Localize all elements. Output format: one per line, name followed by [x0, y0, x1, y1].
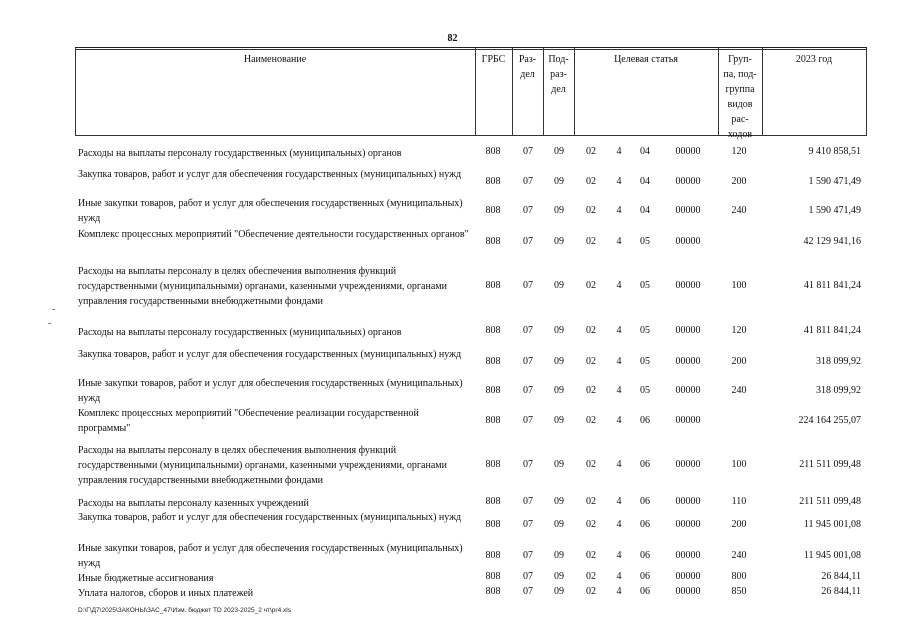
cell-podrazdel: 09: [554, 519, 564, 530]
cell-target-complex: 06: [640, 571, 650, 582]
cell-target-direction: 00000: [675, 325, 701, 336]
footer-file-path: D:\Г\Д7\2025\ЗАКОНЫ\ЗАС_47\Изм. бюджет ТО 2023-2025_2 чт\pr4.xls: [78, 607, 291, 614]
header-podrazdel-line: Под-: [548, 54, 569, 65]
header-group-line: Груп-: [728, 54, 752, 65]
cell-target-direction: 00000: [675, 385, 701, 396]
cell-expense-type: 200: [731, 176, 747, 187]
cell-podrazdel: 09: [554, 586, 564, 597]
table-row: [0, 196, 905, 226]
cell-target-complex: 06: [640, 550, 650, 561]
cell-target-direction: 00000: [675, 146, 701, 157]
cell-razdel: 07: [523, 519, 533, 530]
cell-target-complex: 05: [640, 236, 650, 247]
cell-podrazdel: 09: [554, 550, 564, 561]
cell-amount: 41 811 841,24: [803, 280, 861, 291]
cell-target-direction: 00000: [675, 550, 701, 561]
cell-podrazdel: 09: [554, 146, 564, 157]
cell-amount: 11 945 001,08: [803, 550, 861, 561]
cell-grbs: 808: [485, 236, 501, 247]
header-razdel-line: дел: [520, 69, 535, 80]
cell-amount: 41 811 841,24: [803, 325, 861, 336]
cell-podrazdel: 09: [554, 571, 564, 582]
cell-razdel: 07: [523, 459, 533, 470]
cell-target-complex: 05: [640, 385, 650, 396]
cell-podrazdel: 09: [554, 459, 564, 470]
row-name: Закупка товаров, работ и услуг для обеспечения государственных (муниципальных) нужд: [78, 512, 462, 523]
row-name: Иные закупки товаров, работ и услуг для обеспечения государственных (муниципальных) нужд: [78, 378, 463, 404]
row-name: Иные бюджетные ассигнования: [78, 573, 214, 584]
cell-target-complex: 06: [640, 459, 650, 470]
cell-target-type: 4: [616, 519, 622, 530]
cell-razdel: 07: [523, 176, 533, 187]
cell-target-complex: 05: [640, 280, 650, 291]
header-top-rule: [75, 47, 867, 48]
table-row: [0, 443, 905, 488]
cell-target-program: 02: [586, 519, 596, 530]
table-row: [0, 586, 905, 600]
cell-razdel: 07: [523, 550, 533, 561]
cell-grbs: 808: [485, 519, 501, 530]
cell-expense-type: 200: [731, 519, 747, 530]
cell-target-program: 02: [586, 550, 596, 561]
cell-podrazdel: 09: [554, 415, 564, 426]
cell-amount: 1 590 471,49: [808, 205, 861, 216]
cell-target-complex: 06: [640, 496, 650, 507]
cell-amount: 318 099,92: [816, 385, 861, 396]
cell-target-complex: 04: [640, 176, 650, 187]
cell-target-direction: 00000: [675, 459, 701, 470]
table-row: [0, 406, 905, 436]
table-row: [0, 167, 905, 197]
header-razdel: [512, 52, 543, 82]
row-name: Иные закупки товаров, работ и услуг для обеспечения государственных (муниципальных) нужд: [78, 543, 463, 569]
cell-expense-type: 800: [731, 571, 747, 582]
cell-razdel: 07: [523, 385, 533, 396]
cell-target-complex: 04: [640, 205, 650, 216]
cell-target-complex: 05: [640, 356, 650, 367]
header-target-article: Целевая статья: [614, 54, 678, 65]
cell-razdel: 07: [523, 205, 533, 216]
scan-mark: -: [48, 318, 52, 329]
header-year: 2023 год: [795, 54, 833, 65]
cell-expense-type: 120: [731, 146, 747, 157]
cell-expense-type: 100: [731, 280, 747, 291]
cell-target-type: 4: [616, 496, 622, 507]
cell-target-program: 02: [586, 280, 596, 291]
cell-target-complex: 06: [640, 519, 650, 530]
cell-target-type: 4: [616, 459, 622, 470]
cell-amount: 318 099,92: [816, 356, 861, 367]
cell-target-type: 4: [616, 571, 622, 582]
cell-target-type: 4: [616, 176, 622, 187]
cell-podrazdel: 09: [554, 385, 564, 396]
row-name: Закупка товаров, работ и услуг для обеспечения государственных (муниципальных) нужд: [78, 349, 462, 360]
cell-razdel: 07: [523, 236, 533, 247]
cell-target-complex: 04: [640, 146, 650, 157]
cell-amount: 9 410 858,51: [808, 146, 861, 157]
cell-razdel: 07: [523, 586, 533, 597]
scan-mark: -: [52, 304, 56, 315]
cell-grbs: 808: [485, 176, 501, 187]
header-group-line: группа: [725, 84, 755, 95]
cell-target-program: 02: [586, 356, 596, 367]
header-podrazdel: [543, 52, 574, 97]
cell-target-direction: 00000: [675, 280, 701, 291]
cell-grbs: 808: [485, 205, 501, 216]
cell-grbs: 808: [485, 586, 501, 597]
cell-razdel: 07: [523, 415, 533, 426]
cell-amount: 224 164 255,07: [798, 415, 861, 426]
cell-grbs: 808: [485, 415, 501, 426]
cell-razdel: 07: [523, 571, 533, 582]
row-name: Расходы на выплаты персоналу в целях обеспечения выполнения функций государственными (муниципальными) органами, казенными учреждениями, органами управления государственными внебюджетными фондами: [78, 445, 447, 486]
cell-target-direction: 00000: [675, 496, 701, 507]
row-name: Закупка товаров, работ и услуг для обеспечения государственных (муниципальных) нужд: [78, 169, 462, 180]
table-row: [0, 264, 905, 309]
cell-target-type: 4: [616, 356, 622, 367]
cell-grbs: 808: [485, 280, 501, 291]
table-row: [0, 510, 905, 540]
cell-target-type: 4: [616, 550, 622, 561]
cell-podrazdel: 09: [554, 205, 564, 216]
cell-target-complex: 06: [640, 415, 650, 426]
cell-target-direction: 00000: [675, 519, 701, 530]
cell-expense-type: 240: [731, 385, 747, 396]
cell-amount: 1 590 471,49: [808, 176, 861, 187]
cell-expense-type: 120: [731, 325, 747, 336]
header-group-line: ходов: [727, 129, 753, 140]
cell-grbs: 808: [485, 146, 501, 157]
cell-target-direction: 00000: [675, 586, 701, 597]
cell-target-program: 02: [586, 415, 596, 426]
cell-grbs: 808: [485, 571, 501, 582]
cell-podrazdel: 09: [554, 496, 564, 507]
cell-grbs: 808: [485, 356, 501, 367]
cell-target-direction: 00000: [675, 236, 701, 247]
cell-expense-type: 200: [731, 356, 747, 367]
table-row: [0, 347, 905, 377]
cell-target-direction: 00000: [675, 415, 701, 426]
cell-amount: 211 511 099,48: [799, 459, 861, 470]
cell-podrazdel: 09: [554, 280, 564, 291]
cell-razdel: 07: [523, 496, 533, 507]
table-row: [0, 325, 905, 341]
cell-amount: 211 511 099,48: [799, 496, 861, 507]
cell-target-complex: 05: [640, 325, 650, 336]
row-name: Иные закупки товаров, работ и услуг для обеспечения государственных (муниципальных) нужд: [78, 198, 463, 224]
cell-target-program: 02: [586, 586, 596, 597]
column-divider: [866, 48, 867, 135]
cell-target-type: 4: [616, 385, 622, 396]
cell-target-type: 4: [616, 146, 622, 157]
header-group-line: рас-: [731, 114, 749, 125]
cell-target-type: 4: [616, 236, 622, 247]
row-name: Комплекс процессных мероприятий "Обеспечение деятельности государственных органов": [78, 229, 469, 240]
cell-expense-type: 110: [731, 496, 747, 507]
table-row: [0, 541, 905, 571]
cell-target-program: 02: [586, 385, 596, 396]
cell-expense-type: 100: [731, 459, 747, 470]
cell-target-type: 4: [616, 325, 622, 336]
cell-expense-type: 240: [731, 205, 747, 216]
cell-target-program: 02: [586, 325, 596, 336]
cell-target-direction: 00000: [675, 205, 701, 216]
cell-target-program: 02: [586, 205, 596, 216]
header-group-line: видов: [727, 99, 753, 110]
cell-razdel: 07: [523, 280, 533, 291]
header-name: Наименование: [243, 54, 307, 65]
cell-target-type: 4: [616, 280, 622, 291]
cell-razdel: 07: [523, 146, 533, 157]
cell-target-program: 02: [586, 459, 596, 470]
cell-razdel: 07: [523, 356, 533, 367]
cell-podrazdel: 09: [554, 236, 564, 247]
cell-amount: 26 844,11: [821, 586, 861, 597]
cell-grbs: 808: [485, 496, 501, 507]
cell-amount: 11 945 001,08: [803, 519, 861, 530]
cell-razdel: 07: [523, 325, 533, 336]
table-row: [0, 376, 905, 406]
cell-grbs: 808: [485, 459, 501, 470]
cell-target-program: 02: [586, 496, 596, 507]
header-top-rule-inner: [75, 49, 867, 50]
header-podrazdel-line: раз-: [550, 69, 567, 80]
table-row: [0, 146, 905, 162]
cell-podrazdel: 09: [554, 356, 564, 367]
row-name: Комплекс процессных мероприятий "Обеспечение реализации государственной программы": [78, 408, 419, 434]
page-number: 82: [447, 33, 458, 44]
cell-target-type: 4: [616, 205, 622, 216]
cell-target-type: 4: [616, 415, 622, 426]
header-expense-group: [718, 52, 762, 142]
cell-target-type: 4: [616, 586, 622, 597]
header-razdel-line: Раз-: [518, 54, 537, 65]
table-row: [0, 227, 905, 257]
cell-grbs: 808: [485, 385, 501, 396]
cell-podrazdel: 09: [554, 176, 564, 187]
header-podrazdel-line: дел: [551, 84, 566, 95]
cell-expense-type: 850: [731, 586, 747, 597]
row-name: Уплата налогов, сборов и иных платежей: [78, 588, 254, 599]
cell-amount: 26 844,11: [821, 571, 861, 582]
cell-expense-type: 240: [731, 550, 747, 561]
cell-target-direction: 00000: [675, 176, 701, 187]
row-name: Расходы на выплаты персоналу казенных учреждений: [78, 498, 309, 509]
cell-grbs: 808: [485, 325, 501, 336]
cell-grbs: 808: [485, 550, 501, 561]
row-name: Расходы на выплаты персоналу государственных (муниципальных) органов: [78, 148, 402, 159]
cell-target-complex: 06: [640, 586, 650, 597]
cell-amount: 42 129 941,16: [803, 236, 861, 247]
table-row: [0, 571, 905, 585]
cell-target-program: 02: [586, 236, 596, 247]
cell-target-direction: 00000: [675, 356, 701, 367]
header-group-line: па, под-: [723, 69, 757, 80]
cell-target-program: 02: [586, 571, 596, 582]
row-name: Расходы на выплаты персоналу государственных (муниципальных) органов: [78, 327, 402, 338]
cell-podrazdel: 09: [554, 325, 564, 336]
cell-target-program: 02: [586, 146, 596, 157]
cell-target-program: 02: [586, 176, 596, 187]
row-name: Расходы на выплаты персоналу в целях обеспечения выполнения функций государственными (муниципальными) органами, казенными учреждениями, органами управления государственными внебюджетными фондами: [78, 266, 447, 307]
cell-target-direction: 00000: [675, 571, 701, 582]
header-grbs: ГРБС: [481, 54, 506, 65]
